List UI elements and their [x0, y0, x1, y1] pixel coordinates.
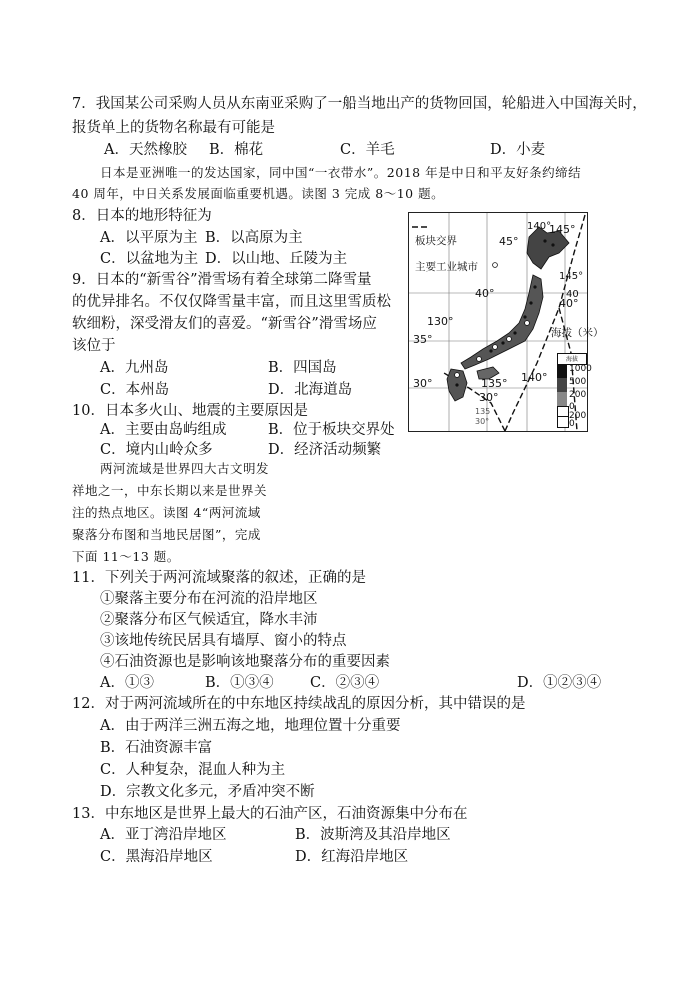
q7-option-a[interactable]: A．天然橡胶 [104, 142, 187, 158]
intro-tworivers-line3: 注的热点地区。读图 4“两河流域 [72, 505, 261, 520]
q13-stem: 13．中东地区是世界上最大的石油产区，石油资源集中分布在 [72, 806, 468, 822]
elev-label-1000: 1000 [569, 364, 592, 374]
map-lon-label-145: 145° [549, 223, 576, 236]
legend-industrial-city: 主要工业城市 [415, 261, 478, 273]
map-right-label-40: 40 [566, 289, 579, 300]
q7-stem-line1: 7．我国某公司采购人员从东南亚采购了一船当地出产的货物回国，轮船进入中国海关时， [72, 96, 647, 112]
map-lat-label-30-left: 30° [413, 377, 433, 390]
q11-option-c[interactable]: C．②③④ [310, 675, 380, 691]
q13-option-a[interactable]: A．亚丁湾沿岸地区 [100, 827, 227, 843]
q8-option-d[interactable]: D．以山地、丘陵为主 [205, 251, 348, 267]
intro-japan-line1: 日本是亚洲唯一的发达国家，同中国“一衣带水”。2018 年是中日和平友好条约缔结 [100, 165, 582, 180]
q10-option-d[interactable]: D．经济活动频繁 [268, 442, 382, 458]
q12-option-d[interactable]: D．宗教文化多元，矛盾冲突不断 [100, 784, 315, 800]
q8-option-c[interactable]: C．以盆地为主 [100, 251, 199, 267]
elev-swatch-500 [557, 378, 567, 392]
q12-option-a[interactable]: A．由于两洋三洲五海之地，地理位置十分重要 [100, 718, 401, 734]
map-lon-label-135: 135° [481, 377, 508, 390]
honshu-island [461, 275, 543, 369]
q13-option-b[interactable]: B．波斯湾及其沿岸地区 [295, 827, 451, 843]
elev-label-0: 0 [569, 402, 575, 412]
q8-option-b[interactable]: B．以高原为主 [205, 230, 303, 246]
elev-label-500: 500 [569, 377, 587, 387]
elevation-legend [557, 353, 592, 429]
q9-stem-line3: 软细粉，深受滑友们的喜爱。“新雪谷”滑雪场应 [72, 316, 377, 332]
map-small-label-135: 135 [475, 407, 491, 416]
q11-option-a[interactable]: A．①③ [100, 675, 154, 691]
map-lat-label-35: 35° [413, 333, 433, 346]
q9-option-a[interactable]: A．九州岛 [100, 360, 169, 376]
elev-label-200-depth: 200 [569, 411, 587, 421]
elev-swatch-sea [557, 416, 569, 428]
q12-option-b[interactable]: B．石油资源丰富 [100, 740, 213, 756]
q11-item-1: ①聚落主要分布在河流的沿岸地区 [100, 591, 318, 607]
q13-option-d[interactable]: D．红海沿岸地区 [295, 849, 409, 865]
q8-stem: 8．日本的地形特征为 [72, 208, 212, 224]
intro-tworivers-line4: 聚落分布图和当地民居图”，完成 [72, 527, 261, 542]
q11-item-2: ②聚落分布区气候适宜，降水丰沛 [100, 612, 318, 628]
q7-option-c[interactable]: C．羊毛 [340, 142, 395, 158]
japan-map-figure [408, 212, 604, 432]
map-right-label-145: 145° [559, 271, 584, 282]
q11-option-b[interactable]: B．①③④ [205, 675, 274, 691]
q8-option-a[interactable]: A．以平原为主 [100, 230, 198, 246]
q10-option-a[interactable]: A．主要由岛屿组成 [100, 422, 227, 438]
q7-option-d[interactable]: D．小麦 [490, 142, 546, 158]
intro-japan-line2: 40 周年，中日关系发展面临重要机遇。读图 3 完成 8～10 题。 [72, 186, 445, 201]
q10-option-c[interactable]: C．境内山岭众多 [100, 442, 213, 458]
intro-tworivers-line1: 两河流域是世界四大古文明发 [100, 461, 270, 476]
legend-city-symbol [493, 263, 498, 268]
q12-stem: 12．对于两河流域所在的中东地区持续战乱的原因分析，其中错误的是 [72, 696, 526, 712]
q9-stem-line1: 9．日本的“新雪谷”滑雪场有着全球第二降雪量 [72, 272, 372, 288]
q10-stem: 10．日本多火山、地震的主要原因是 [72, 403, 308, 419]
legend-plate-boundary: 板块交界 [415, 235, 457, 247]
elev-swatch-200 [557, 392, 567, 406]
map-lat-label-45: 45° [499, 235, 519, 248]
elevation-legend-title: 海拔（米） [551, 327, 604, 339]
q7-stem-line2: 报货单上的货物名称最有可能是 [72, 120, 275, 136]
map-lon-label-140: 140° [521, 371, 548, 384]
q10-option-b[interactable]: B．位于板块交界处 [268, 422, 395, 438]
q9-stem-line2: 的优异排名。不仅仅降雪量丰富，而且这里雪质松 [72, 294, 391, 310]
map-lat-label-40-left: 40° [475, 287, 495, 300]
q12-option-c[interactable]: C．人种复杂，混血人种为主 [100, 762, 286, 778]
map-small-label-30: 30° [475, 417, 490, 426]
elevation-legend-header: 海拔 [557, 353, 587, 365]
q11-item-3: ③该地传统民居具有墙厚、窗小的特点 [100, 633, 347, 649]
q11-stem: 11．下列关于两河流域聚落的叙述，正确的是 [72, 570, 366, 586]
map-lat-label-40-right: 40° [559, 297, 579, 310]
elev-swatch-1000 [557, 364, 567, 378]
q11-option-d[interactable]: D．①②③④ [517, 675, 602, 691]
q7-option-b[interactable]: B．棉花 [209, 142, 264, 158]
q9-stem-line4: 该位于 [72, 338, 116, 354]
q9-option-b[interactable]: B．四国岛 [268, 360, 337, 376]
q9-option-c[interactable]: C．本州岛 [100, 382, 170, 398]
elev-label-0-bottom: 0 [569, 419, 575, 429]
q13-option-c[interactable]: C．黑海沿岸地区 [100, 849, 213, 865]
elev-label-200: 200 [569, 390, 587, 400]
q9-option-d[interactable]: D．北海道岛 [268, 382, 353, 398]
map-lat-label-30: 30° [479, 391, 499, 404]
q11-item-4: ④石油资源也是影响该地聚落分布的重要因素 [100, 654, 390, 670]
map-lon-label-130: 130° [427, 315, 454, 328]
intro-tworivers-line5: 下面 11～13 题。 [72, 549, 180, 564]
intro-tworivers-line2: 祥地之一，中东长期以来是世界关 [72, 483, 268, 498]
map-lon-label-140-top: 140° [527, 221, 552, 232]
